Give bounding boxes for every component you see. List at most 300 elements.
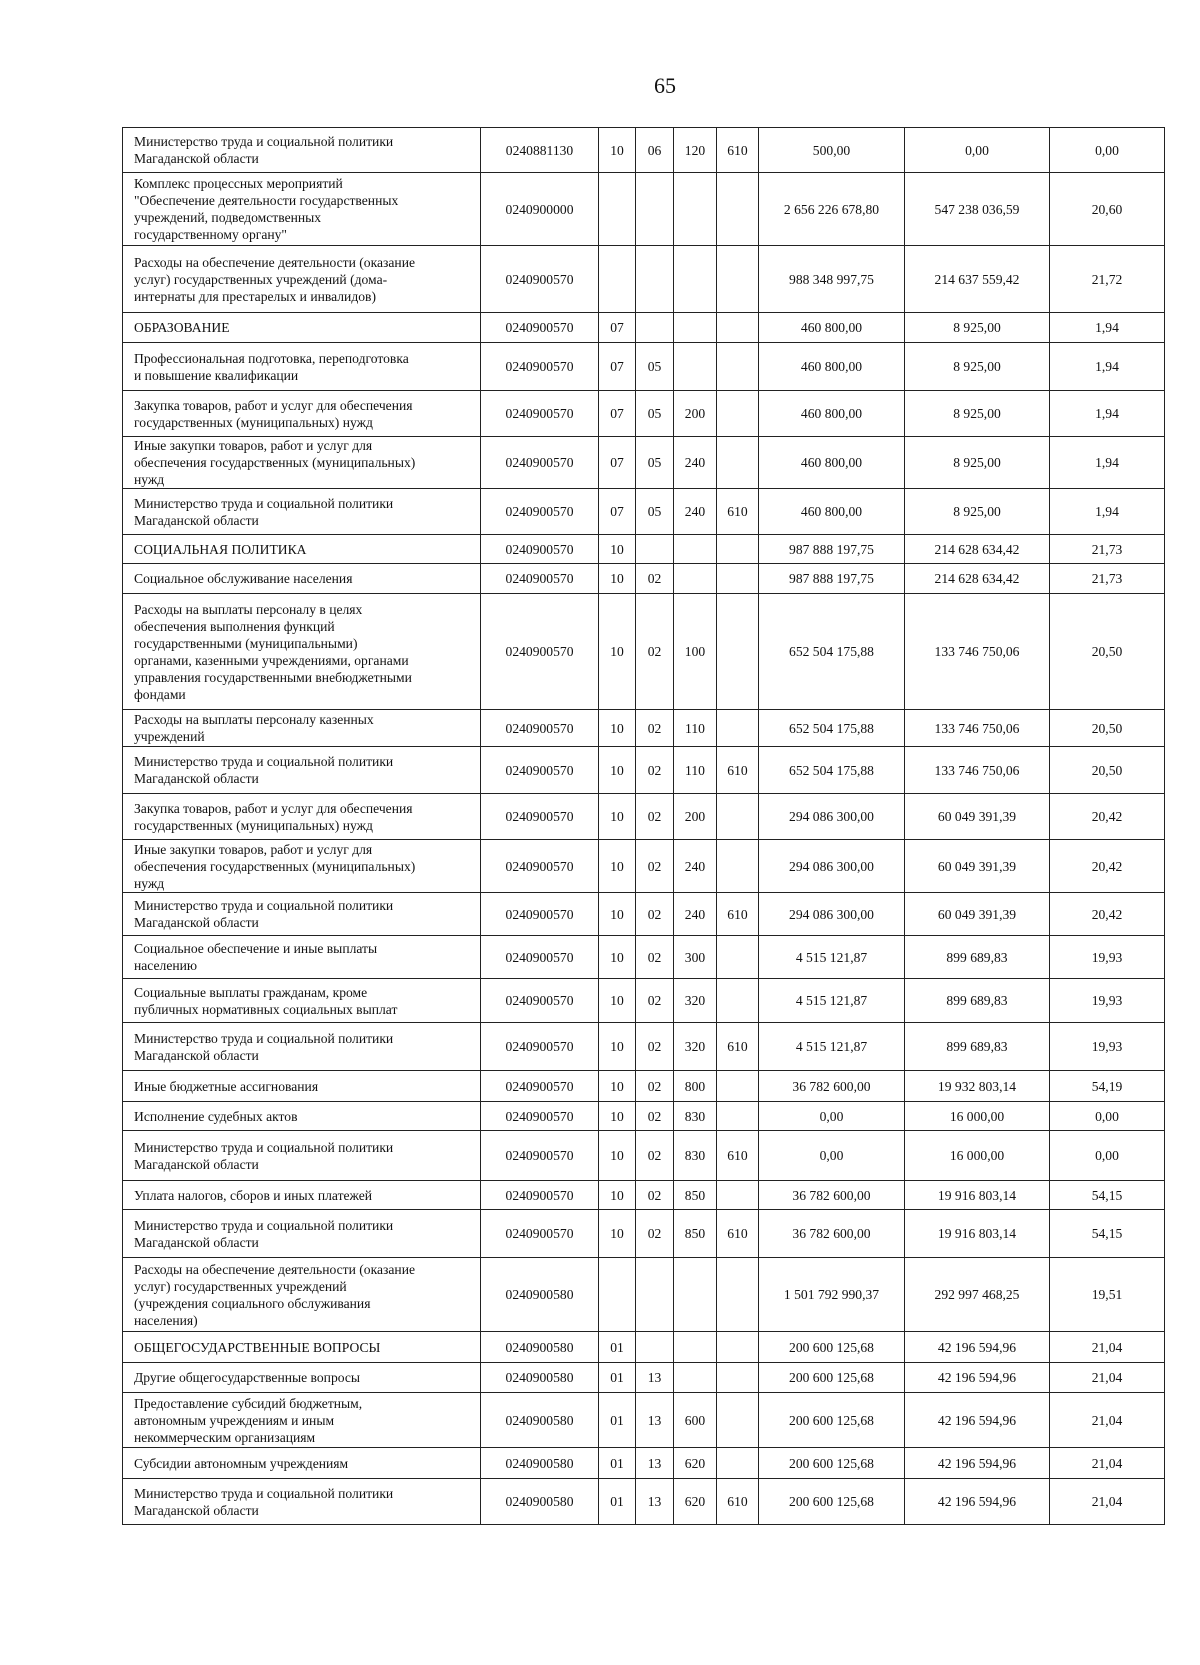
section-cell: 10 <box>599 747 636 794</box>
row-name-cell <box>123 1448 481 1479</box>
planned-amount-cell: 987 888 197,75 <box>759 564 905 594</box>
execution-percent-cell: 19,51 <box>1050 1258 1165 1332</box>
subsection-cell: 13 <box>636 1479 674 1525</box>
row-name-line: нужд <box>134 472 165 487</box>
target-article-cell: 0240900570 <box>481 564 599 594</box>
target-article-cell: 0240900570 <box>481 489 599 535</box>
subsection-cell <box>636 246 674 313</box>
row-name-cell <box>123 1181 481 1210</box>
executed-amount-cell: 42 196 594,96 <box>905 1363 1050 1393</box>
planned-amount-cell: 4 515 121,87 <box>759 1023 905 1071</box>
target-article-cell: 0240900570 <box>481 1102 599 1131</box>
table-row <box>123 489 1165 535</box>
table-row <box>123 1131 1165 1181</box>
execution-percent-cell: 1,94 <box>1050 489 1165 535</box>
section-cell <box>599 1258 636 1332</box>
executed-amount-cell: 60 049 391,39 <box>905 893 1050 936</box>
section-cell: 10 <box>599 564 636 594</box>
expense-type-cell: 240 <box>674 489 717 535</box>
execution-percent-cell: 1,94 <box>1050 391 1165 437</box>
row-name-line: управления государственными внебюджетными <box>134 669 412 685</box>
section-cell: 10 <box>599 1071 636 1102</box>
row-name-line: Расходы на выплаты персоналу в целях <box>134 601 363 617</box>
row-name-line: Исполнение судебных актов <box>134 1108 298 1124</box>
row-name-cell <box>123 1258 481 1332</box>
row-name-line: Иные бюджетные ассигнования <box>134 1078 319 1094</box>
executed-amount-cell: 60 049 391,39 <box>905 794 1050 840</box>
row-name-line: Магаданской области <box>134 771 259 786</box>
subsection-cell <box>636 313 674 343</box>
table-row <box>123 391 1165 437</box>
row-name-line: Магаданской области <box>134 1234 259 1250</box>
expense-type-cell: 300 <box>674 936 717 979</box>
expense-type-cell <box>674 246 717 313</box>
administrator-cell: 610 <box>717 1023 759 1071</box>
executed-amount-cell: 0,00 <box>905 128 1050 173</box>
row-name-cell <box>123 489 481 535</box>
planned-amount-cell: 200 600 125,68 <box>759 1332 905 1363</box>
row-name-line: ОБРАЗОВАНИЕ <box>134 320 230 335</box>
administrator-cell <box>717 391 759 437</box>
row-name-line: Министерство труда и социальной политики <box>134 1217 394 1233</box>
execution-percent-cell: 19,93 <box>1050 979 1165 1023</box>
executed-amount-cell: 42 196 594,96 <box>905 1332 1050 1363</box>
subsection-cell: 05 <box>636 437 674 489</box>
row-name-cell <box>123 1479 481 1525</box>
expense-type-cell: 200 <box>674 794 717 840</box>
administrator-cell: 610 <box>717 1131 759 1181</box>
target-article-cell: 0240900570 <box>481 1131 599 1181</box>
expense-type-cell: 620 <box>674 1479 717 1525</box>
row-name-line: учреждений <box>134 729 205 744</box>
table-row <box>123 747 1165 794</box>
executed-amount-cell: 899 689,83 <box>905 1023 1050 1071</box>
row-name-cell <box>123 710 481 747</box>
section-cell: 10 <box>599 893 636 936</box>
row-name-line: Министерство труда и социальной политики <box>134 754 394 769</box>
target-article-cell: 0240900570 <box>481 747 599 794</box>
subsection-cell: 05 <box>636 489 674 535</box>
row-name-line: Закупка товаров, работ и услуг для обеспечения <box>134 800 413 816</box>
planned-amount-cell: 200 600 125,68 <box>759 1448 905 1479</box>
row-name-line: "Обеспечение деятельности государственных <box>134 193 399 208</box>
target-article-cell: 0240900570 <box>481 710 599 747</box>
row-name-line: Министерство труда и социальной политики <box>134 1485 394 1501</box>
section-cell: 10 <box>599 1210 636 1258</box>
target-article-cell: 0240900570 <box>481 437 599 489</box>
executed-amount-cell: 899 689,83 <box>905 979 1050 1023</box>
target-article-cell: 0240900570 <box>481 1181 599 1210</box>
expense-type-cell: 320 <box>674 1023 717 1071</box>
subsection-cell: 02 <box>636 979 674 1023</box>
target-article-cell: 0240900570 <box>481 840 599 893</box>
subsection-cell <box>636 173 674 246</box>
planned-amount-cell: 294 086 300,00 <box>759 794 905 840</box>
subsection-cell: 02 <box>636 747 674 794</box>
row-name-line: Субсидии автономным учреждениям <box>134 1455 349 1471</box>
row-name-line: услуг) государственных учреждений (дома- <box>134 271 388 287</box>
expense-type-cell: 850 <box>674 1210 717 1258</box>
expense-type-cell <box>674 1363 717 1393</box>
execution-percent-cell: 19,93 <box>1050 936 1165 979</box>
page-number: 65 <box>654 73 676 98</box>
row-name-line: некоммерческим организациям <box>134 1429 316 1445</box>
execution-percent-cell: 0,00 <box>1050 1102 1165 1131</box>
expense-type-cell: 600 <box>674 1393 717 1448</box>
planned-amount-cell: 200 600 125,68 <box>759 1479 905 1525</box>
administrator-cell <box>717 1181 759 1210</box>
row-name-line: Социальное обеспечение и иные выплаты <box>134 941 378 956</box>
row-name-cell <box>123 594 481 710</box>
section-cell: 01 <box>599 1332 636 1363</box>
expense-type-cell: 100 <box>674 594 717 710</box>
expense-type-cell: 240 <box>674 840 717 893</box>
administrator-cell <box>717 1071 759 1102</box>
row-name-cell <box>123 936 481 979</box>
row-name-line: Профессиональная подготовка, переподготовка <box>134 350 409 366</box>
row-name-line: и повышение квалификации <box>134 367 299 383</box>
executed-amount-cell: 214 637 559,42 <box>905 246 1050 313</box>
planned-amount-cell: 4 515 121,87 <box>759 936 905 979</box>
budget-table <box>122 127 1165 1525</box>
expense-type-cell: 620 <box>674 1448 717 1479</box>
target-article-cell: 0240900580 <box>481 1363 599 1393</box>
execution-percent-cell: 0,00 <box>1050 128 1165 173</box>
row-name-cell <box>123 437 481 489</box>
administrator-cell <box>717 1363 759 1393</box>
administrator-cell <box>717 936 759 979</box>
execution-percent-cell: 20,42 <box>1050 893 1165 936</box>
table-row <box>123 1448 1165 1479</box>
subsection-cell: 02 <box>636 1131 674 1181</box>
administrator-cell <box>717 535 759 564</box>
row-name-cell <box>123 343 481 391</box>
expense-type-cell <box>674 564 717 594</box>
planned-amount-cell: 460 800,00 <box>759 343 905 391</box>
section-cell: 10 <box>599 1023 636 1071</box>
row-name-line: Уплата налогов, сборов и иных платежей <box>134 1187 373 1203</box>
execution-percent-cell: 19,93 <box>1050 1023 1165 1071</box>
administrator-cell <box>717 343 759 391</box>
execution-percent-cell: 54,15 <box>1050 1181 1165 1210</box>
administrator-cell <box>717 594 759 710</box>
section-cell: 01 <box>599 1363 636 1393</box>
executed-amount-cell: 214 628 634,42 <box>905 535 1050 564</box>
row-name-line: Министерство труда и социальной политики <box>134 1139 394 1155</box>
target-article-cell: 0240900580 <box>481 1448 599 1479</box>
subsection-cell <box>636 1258 674 1332</box>
row-name-line: Магаданской области <box>134 915 259 930</box>
executed-amount-cell: 899 689,83 <box>905 936 1050 979</box>
administrator-cell <box>717 1332 759 1363</box>
subsection-cell: 13 <box>636 1363 674 1393</box>
target-article-cell: 0240900570 <box>481 1071 599 1102</box>
table-row <box>123 1479 1165 1525</box>
subsection-cell: 13 <box>636 1393 674 1448</box>
target-article-cell: 0240900570 <box>481 246 599 313</box>
subsection-cell: 13 <box>636 1448 674 1479</box>
administrator-cell <box>717 173 759 246</box>
section-cell: 10 <box>599 535 636 564</box>
execution-percent-cell: 21,04 <box>1050 1448 1165 1479</box>
row-name-line: СОЦИАЛЬНАЯ ПОЛИТИКА <box>134 541 307 557</box>
execution-percent-cell: 20,50 <box>1050 594 1165 710</box>
row-name-line: Магаданской области <box>134 1156 259 1172</box>
row-name-cell <box>123 128 481 173</box>
target-article-cell: 0240900580 <box>481 1332 599 1363</box>
execution-percent-cell: 21,73 <box>1050 535 1165 564</box>
planned-amount-cell: 0,00 <box>759 1131 905 1181</box>
row-name-line: Министерство труда и социальной политики <box>134 495 394 511</box>
planned-amount-cell: 987 888 197,75 <box>759 535 905 564</box>
section-cell: 01 <box>599 1448 636 1479</box>
execution-percent-cell: 21,73 <box>1050 564 1165 594</box>
section-cell: 10 <box>599 594 636 710</box>
execution-percent-cell: 20,60 <box>1050 173 1165 246</box>
expense-type-cell <box>674 173 717 246</box>
row-name-line: Иные закупки товаров, работ и услуг для <box>134 841 373 857</box>
subsection-cell: 05 <box>636 343 674 391</box>
expense-type-cell <box>674 1332 717 1363</box>
planned-amount-cell: 294 086 300,00 <box>759 840 905 893</box>
section-cell: 10 <box>599 128 636 173</box>
subsection-cell: 02 <box>636 1102 674 1131</box>
administrator-cell <box>717 1448 759 1479</box>
administrator-cell <box>717 840 759 893</box>
administrator-cell: 610 <box>717 128 759 173</box>
target-article-cell: 0240900570 <box>481 535 599 564</box>
execution-percent-cell: 54,19 <box>1050 1071 1165 1102</box>
table-row <box>123 979 1165 1023</box>
row-name-line: обеспечения выполнения функций <box>134 618 335 634</box>
expense-type-cell: 800 <box>674 1071 717 1102</box>
executed-amount-cell: 42 196 594,96 <box>905 1448 1050 1479</box>
executed-amount-cell: 8 925,00 <box>905 313 1050 343</box>
administrator-cell <box>717 1393 759 1448</box>
execution-percent-cell: 21,72 <box>1050 246 1165 313</box>
row-name-line: учреждений, подведомственных <box>134 210 322 225</box>
planned-amount-cell: 36 782 600,00 <box>759 1071 905 1102</box>
subsection-cell <box>636 535 674 564</box>
row-name-line: государственных (муниципальных) нужд <box>134 817 373 833</box>
row-name-line: Магаданской области <box>134 512 259 528</box>
executed-amount-cell: 133 746 750,06 <box>905 594 1050 710</box>
section-cell <box>599 246 636 313</box>
planned-amount-cell: 652 504 175,88 <box>759 594 905 710</box>
row-name-line: фондами <box>134 686 186 702</box>
executed-amount-cell: 8 925,00 <box>905 391 1050 437</box>
target-article-cell: 0240900570 <box>481 893 599 936</box>
row-name-line: Комплекс процессных мероприятий <box>134 176 343 191</box>
table-row <box>123 1393 1165 1448</box>
target-article-cell: 0240900570 <box>481 979 599 1023</box>
execution-percent-cell: 20,50 <box>1050 710 1165 747</box>
subsection-cell: 02 <box>636 564 674 594</box>
table-row <box>123 840 1165 893</box>
execution-percent-cell: 20,42 <box>1050 794 1165 840</box>
row-name-line: Расходы на обеспечение деятельности (оказание <box>134 254 416 270</box>
section-cell: 07 <box>599 313 636 343</box>
section-cell: 10 <box>599 1181 636 1210</box>
row-name-line: Министерство труда и социальной политики <box>134 1030 394 1046</box>
table-row <box>123 343 1165 391</box>
section-cell: 10 <box>599 710 636 747</box>
administrator-cell <box>717 313 759 343</box>
execution-percent-cell: 21,04 <box>1050 1332 1165 1363</box>
planned-amount-cell: 200 600 125,68 <box>759 1363 905 1393</box>
planned-amount-cell: 652 504 175,88 <box>759 747 905 794</box>
executed-amount-cell: 8 925,00 <box>905 437 1050 489</box>
section-cell: 10 <box>599 840 636 893</box>
administrator-cell <box>717 794 759 840</box>
row-name-cell <box>123 1210 481 1258</box>
execution-percent-cell: 21,04 <box>1050 1393 1165 1448</box>
row-name-cell <box>123 1332 481 1363</box>
expense-type-cell: 120 <box>674 128 717 173</box>
table-row <box>123 1363 1165 1393</box>
target-article-cell: 0240900580 <box>481 1393 599 1448</box>
row-name-line: Закупка товаров, работ и услуг для обеспечения <box>134 397 413 413</box>
table-row <box>123 794 1165 840</box>
target-article-cell: 0240900570 <box>481 1023 599 1071</box>
planned-amount-cell: 500,00 <box>759 128 905 173</box>
row-name-cell <box>123 979 481 1023</box>
budget-table-body <box>123 128 1165 1525</box>
table-row <box>123 893 1165 936</box>
row-name-cell <box>123 893 481 936</box>
executed-amount-cell: 547 238 036,59 <box>905 173 1050 246</box>
planned-amount-cell: 460 800,00 <box>759 313 905 343</box>
section-cell: 10 <box>599 936 636 979</box>
table-row <box>123 936 1165 979</box>
row-name-line: Министерство труда и социальной политики <box>134 898 394 913</box>
expense-type-cell: 200 <box>674 391 717 437</box>
table-row <box>123 1258 1165 1332</box>
row-name-cell <box>123 535 481 564</box>
expense-type-cell: 240 <box>674 893 717 936</box>
row-name-cell <box>123 1393 481 1448</box>
section-cell: 07 <box>599 437 636 489</box>
row-name-cell <box>123 1071 481 1102</box>
table-row <box>123 1181 1165 1210</box>
planned-amount-cell: 460 800,00 <box>759 489 905 535</box>
row-name-line: органами, казенными учреждениями, органами <box>134 652 409 668</box>
expense-type-cell: 110 <box>674 747 717 794</box>
execution-percent-cell: 54,15 <box>1050 1210 1165 1258</box>
row-name-cell <box>123 313 481 343</box>
execution-percent-cell: 1,94 <box>1050 313 1165 343</box>
subsection-cell: 02 <box>636 893 674 936</box>
row-name-cell <box>123 1023 481 1071</box>
subsection-cell: 02 <box>636 1181 674 1210</box>
expense-type-cell <box>674 1258 717 1332</box>
row-name-line: ОБЩЕГОСУДАРСТВЕННЫЕ ВОПРОСЫ <box>134 1339 381 1355</box>
planned-amount-cell: 36 782 600,00 <box>759 1210 905 1258</box>
row-name-cell <box>123 794 481 840</box>
execution-percent-cell: 21,04 <box>1050 1363 1165 1393</box>
execution-percent-cell: 21,04 <box>1050 1479 1165 1525</box>
subsection-cell: 02 <box>636 1071 674 1102</box>
expense-type-cell <box>674 535 717 564</box>
subsection-cell: 02 <box>636 1210 674 1258</box>
section-cell: 10 <box>599 794 636 840</box>
row-name-line: Министерство труда и социальной политики <box>134 134 394 149</box>
executed-amount-cell: 8 925,00 <box>905 343 1050 391</box>
row-name-line: государственных (муниципальных) нужд <box>134 414 373 430</box>
table-row <box>123 1023 1165 1071</box>
subsection-cell: 02 <box>636 594 674 710</box>
planned-amount-cell: 36 782 600,00 <box>759 1181 905 1210</box>
row-name-cell <box>123 564 481 594</box>
row-name-line: публичных нормативных социальных выплат <box>134 1001 398 1017</box>
target-article-cell: 0240900570 <box>481 594 599 710</box>
subsection-cell: 05 <box>636 391 674 437</box>
executed-amount-cell: 214 628 634,42 <box>905 564 1050 594</box>
execution-percent-cell: 1,94 <box>1050 437 1165 489</box>
section-cell: 01 <box>599 1393 636 1448</box>
row-name-line: Расходы на выплаты персоналу казенных <box>134 712 374 727</box>
planned-amount-cell: 1 501 792 990,37 <box>759 1258 905 1332</box>
execution-percent-cell: 20,42 <box>1050 840 1165 893</box>
expense-type-cell: 320 <box>674 979 717 1023</box>
expense-type-cell <box>674 343 717 391</box>
executed-amount-cell: 133 746 750,06 <box>905 747 1050 794</box>
budget-table-container <box>122 127 1164 1525</box>
row-name-line: населения) <box>134 1312 198 1328</box>
expense-type-cell: 850 <box>674 1181 717 1210</box>
executed-amount-cell: 16 000,00 <box>905 1102 1050 1131</box>
row-name-line: государственному органу" <box>134 227 287 242</box>
subsection-cell: 02 <box>636 794 674 840</box>
administrator-cell <box>717 246 759 313</box>
administrator-cell <box>717 1102 759 1131</box>
executed-amount-cell: 19 932 803,14 <box>905 1071 1050 1102</box>
section-cell: 01 <box>599 1479 636 1525</box>
expense-type-cell: 110 <box>674 710 717 747</box>
planned-amount-cell: 460 800,00 <box>759 391 905 437</box>
planned-amount-cell: 460 800,00 <box>759 437 905 489</box>
subsection-cell <box>636 1332 674 1363</box>
row-name-cell <box>123 173 481 246</box>
section-cell: 10 <box>599 979 636 1023</box>
row-name-cell <box>123 840 481 893</box>
administrator-cell <box>717 564 759 594</box>
table-row <box>123 1332 1165 1363</box>
executed-amount-cell: 19 916 803,14 <box>905 1210 1050 1258</box>
row-name-line: нужд <box>134 875 165 891</box>
administrator-cell <box>717 710 759 747</box>
administrator-cell <box>717 1258 759 1332</box>
executed-amount-cell: 16 000,00 <box>905 1131 1050 1181</box>
row-name-cell <box>123 1102 481 1131</box>
planned-amount-cell: 200 600 125,68 <box>759 1393 905 1448</box>
administrator-cell: 610 <box>717 1210 759 1258</box>
row-name-line: (учреждения социального обслуживания <box>134 1295 371 1311</box>
table-row <box>123 437 1165 489</box>
row-name-line: интернаты для престарелых и инвалидов) <box>134 288 376 304</box>
row-name-line: автономным учреждениям и иным <box>134 1412 335 1428</box>
subsection-cell: 02 <box>636 936 674 979</box>
table-row <box>123 246 1165 313</box>
executed-amount-cell: 42 196 594,96 <box>905 1479 1050 1525</box>
planned-amount-cell: 652 504 175,88 <box>759 710 905 747</box>
table-row <box>123 594 1165 710</box>
section-cell: 10 <box>599 1102 636 1131</box>
row-name-cell <box>123 1363 481 1393</box>
target-article-cell: 0240900570 <box>481 343 599 391</box>
row-name-line: услуг) государственных учреждений <box>134 1278 347 1294</box>
table-row <box>123 1210 1165 1258</box>
